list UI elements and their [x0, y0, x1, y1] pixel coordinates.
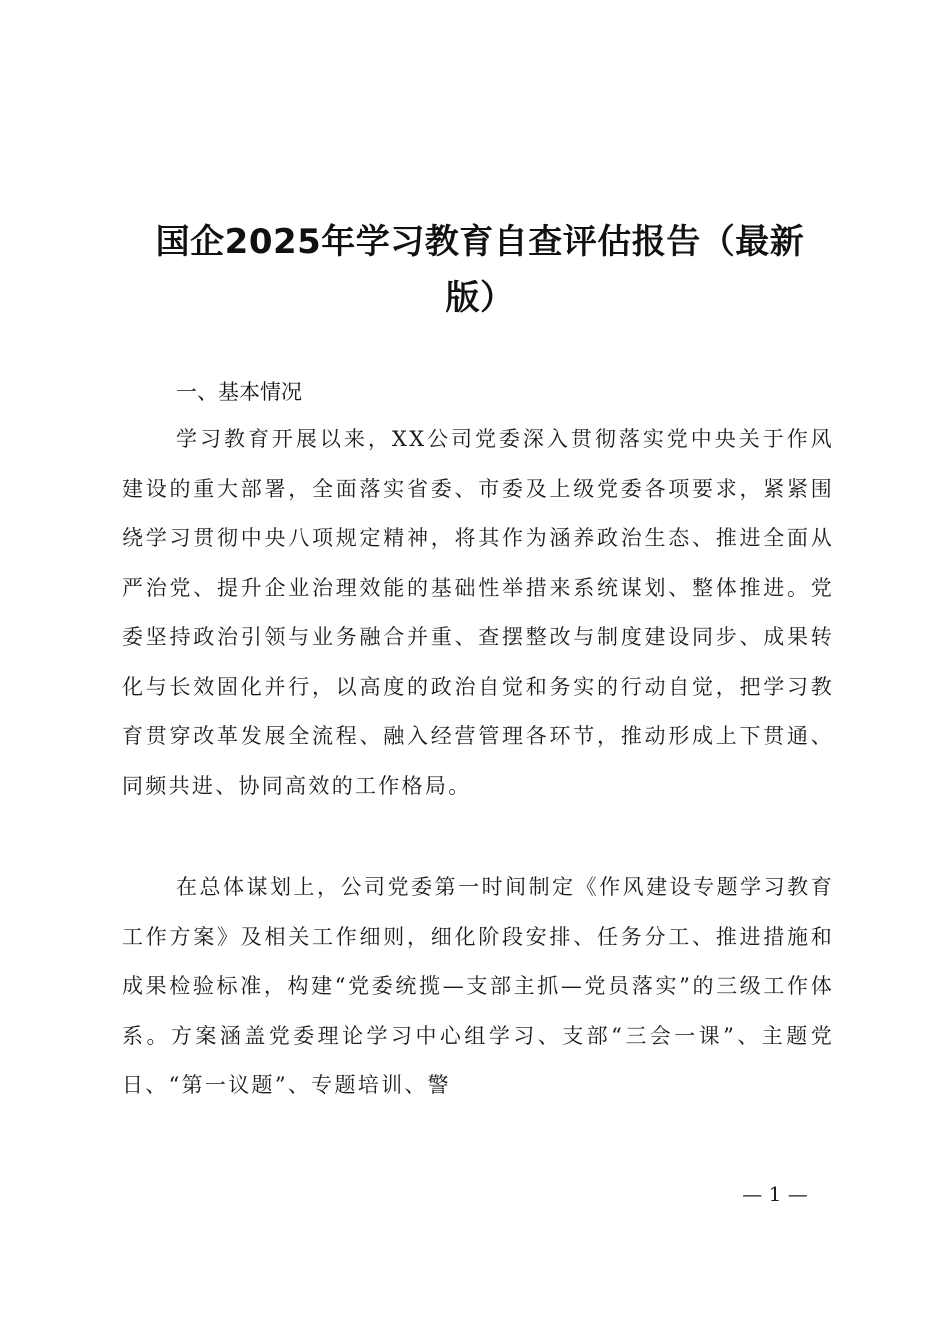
document-title	[150, 214, 810, 326]
title-line-1: 国企2025年学习教育自查评估报告（最新	[155, 222, 805, 262]
body-paragraph: 在总体谋划上，公司党委第一时间制定《作风建设专题学习教育工作方案》及相关工作细则，细化阶段安排、任务分工、推进措施和成果检验标准，构建“党委统揽—支部主抓—党员落实”的三级工作体系。方案涵盖党委理论学习中心组学习、支部“三会一课”、主题党日、“第一议题”、专题培训、警	[122, 875, 834, 1097]
section-heading: 一、基本情况	[176, 380, 302, 404]
title-line-2: 版）	[445, 278, 515, 318]
page-number: — 1 —	[742, 1182, 808, 1206]
body-paragraph: 学习教育开展以来，XX公司党委深入贯彻落实党中央关于作风建设的重大部署，全面落实省委、市委及上级党委各项要求，紧紧围绕学习贯彻中央八项规定精神，将其作为涵养政治生态、推进全面从严治党、提升企业治理效能的基础性举措来系统谋划、整体推进。党委坚持政治引领与业务融合并重、查摆整改与制度建设同步、成果转化与长效固化并行，以高度的政治自觉和务实的行动自觉，把学习教育贯穿改革发展全流程、融入经营管理各环节，推动形成上下贯通、同频共进、协同高效的工作格局。	[122, 427, 834, 798]
